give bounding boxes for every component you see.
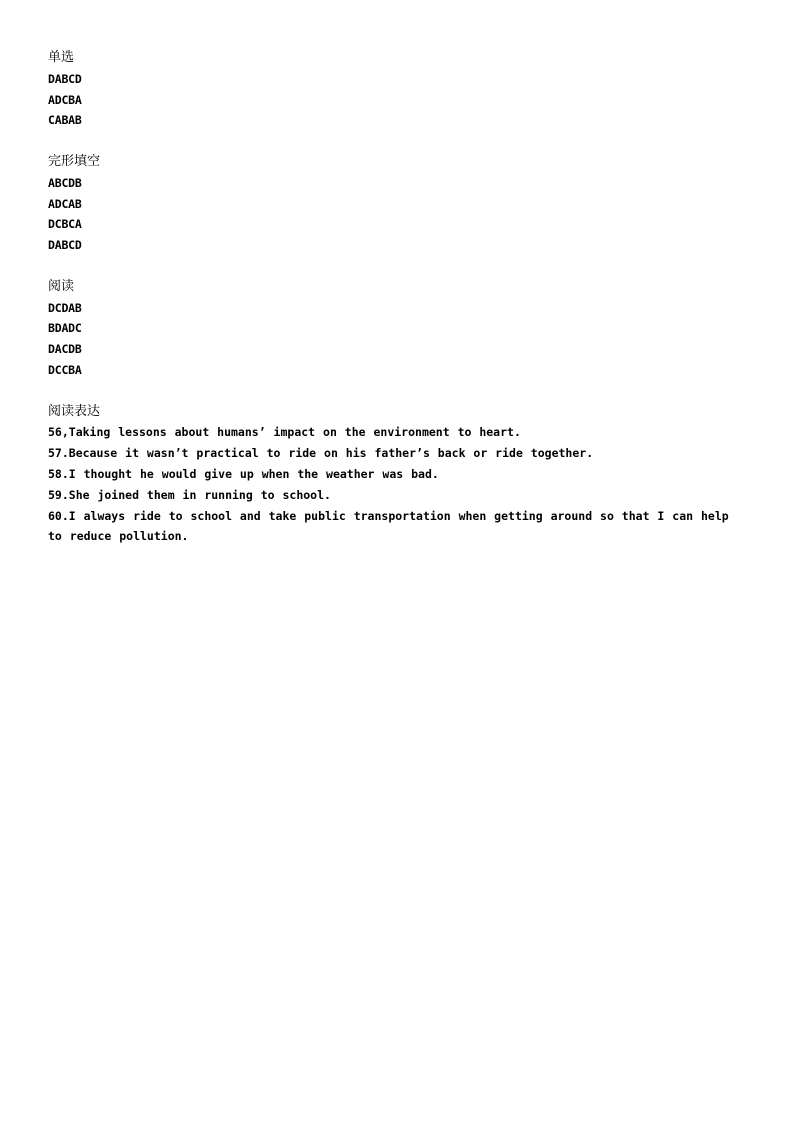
- answer-line: DABCD: [48, 238, 82, 253]
- answer-sentence-60: 60.I always ride to school and take public transportation when getting around so that I can help to reduce pollution.: [48, 508, 729, 544]
- answer-line: DCBCA: [48, 217, 82, 232]
- section-heading-reading-expression: 阅读表达: [48, 403, 101, 419]
- answer-line: ABCDB: [48, 175, 82, 190]
- answer-sentence-57: 57.Because it wasn’t practical to ride on his father’s back or ride together.: [48, 446, 594, 461]
- section-single-choice: [48, 48, 738, 131]
- answer-key-document: [48, 48, 738, 547]
- section-reading-expression: [48, 402, 738, 548]
- answer-line: DACDB: [48, 342, 82, 357]
- section-heading-cloze: 完形填空: [48, 153, 101, 169]
- answer-sentence-56: 56,Taking lessons about humans’ impact on the environment to heart.: [48, 425, 521, 440]
- section-cloze: [48, 152, 738, 256]
- answer-line: CABAB: [48, 113, 82, 128]
- section-heading-reading: 阅读: [48, 278, 75, 294]
- section-heading-single-choice: 单选: [48, 50, 75, 65]
- answer-sentence-58: 58.I thought he would give up when the weather was bad.: [48, 466, 439, 481]
- answer-line: DABCD: [48, 71, 82, 86]
- answer-line: BDADC: [48, 321, 82, 336]
- answer-line: DCDAB: [48, 300, 82, 315]
- answer-line: ADCAB: [48, 196, 82, 211]
- answer-line: DCCBA: [48, 362, 82, 377]
- section-reading: [48, 277, 738, 381]
- answer-sentence-59: 59.She joined them in running to school.: [48, 487, 331, 502]
- answer-line: ADCBA: [48, 92, 82, 107]
